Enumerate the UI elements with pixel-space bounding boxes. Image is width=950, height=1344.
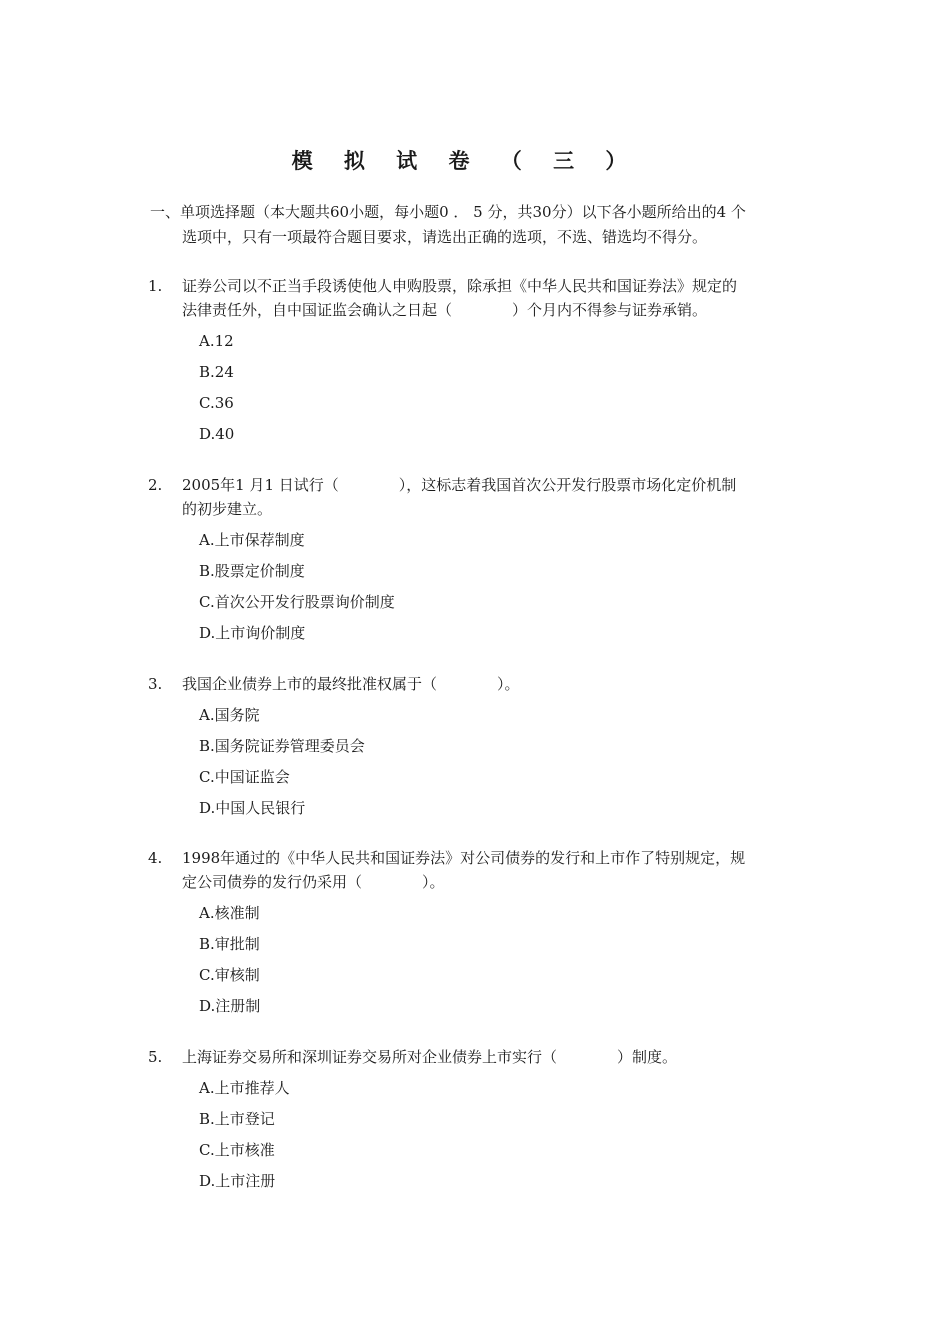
option-b: B.股票定价制度 [199,562,305,580]
section-instructions-line: 一、单项选择题（本大题共60小题，每小题0 ． 5 分，共30分）以下各小题所给出的4 个 [150,203,746,221]
question-4 [148,846,808,1025]
question-number: 3. [148,675,163,693]
option-b: B.国务院证券管理委员会 [199,737,365,755]
option-d: D.注册制 [199,997,261,1015]
question-number: 2. [148,476,163,494]
option-list [199,703,808,827]
option-c: C.36 [199,394,234,412]
question-text-line: 上海证券交易所和深圳证券交易所对企业债券上市实行（ ）制度。 [182,1048,678,1066]
option-b: B.24 [199,363,234,381]
question-number: 1. [148,277,163,295]
question-text-line: 法律责任外，自中国证监会确认之日起（ ）个月内不得参与证券承销。 [182,301,708,319]
option-d: D.中国人民银行 [199,799,306,817]
option-d: D.40 [199,425,235,443]
question-text [182,1045,804,1069]
question-text [182,473,804,521]
option-d: D.上市询价制度 [199,624,306,642]
option-b: B.上市登记 [199,1110,275,1128]
option-a: A.上市保荐制度 [199,531,305,549]
option-c: C.中国证监会 [199,768,290,786]
option-a: A.上市推荐人 [199,1079,290,1097]
option-list [199,528,808,652]
page-title: 模 拟 试 卷 （ 三 ） [291,149,639,173]
section-instructions-line: 选项中，只有一项最符合题目要求，请选出正确的选项，不选、错选均不得分。 [182,228,708,246]
question-1 [148,274,808,453]
question-text [182,274,804,322]
question-text [182,672,804,696]
option-a: A.12 [199,332,234,350]
section-instructions [150,200,810,250]
question-text-line: 证券公司以不正当手段诱使他人申购股票，除承担《中华人民共和国证券法》规定的 [182,277,738,295]
option-list [199,1076,808,1200]
question-text-line: 2005年1 月1 日试行（ ），这标志着我国首次公开发行股票市场化定价机制 [182,476,737,494]
option-a: A.国务院 [199,706,260,724]
question-text-line: 的初步建立。 [182,500,273,518]
question-text-line: 我国企业债券上市的最终批准权属于（ ）。 [182,675,520,693]
question-number: 5. [148,1048,163,1066]
question-text-line: 定公司债券的发行仍采用（ ）。 [182,873,445,891]
question-2 [148,473,808,652]
option-d: D.上市注册 [199,1172,276,1190]
option-c: C.首次公开发行股票询价制度 [199,593,395,611]
option-b: B.审批制 [199,935,260,953]
question-number: 4. [148,849,163,867]
question-text-line: 1998年通过的《中华人民共和国证券法》对公司债券的发行和上市作了特别规定，规 [182,849,746,867]
option-a: A.核准制 [199,904,260,922]
question-3 [148,672,808,827]
option-c: C.审核制 [199,966,260,984]
option-c: C.上市核准 [199,1141,275,1159]
option-list [199,329,808,453]
question-text [182,846,804,894]
question-5 [148,1045,808,1200]
option-list [199,901,808,1025]
